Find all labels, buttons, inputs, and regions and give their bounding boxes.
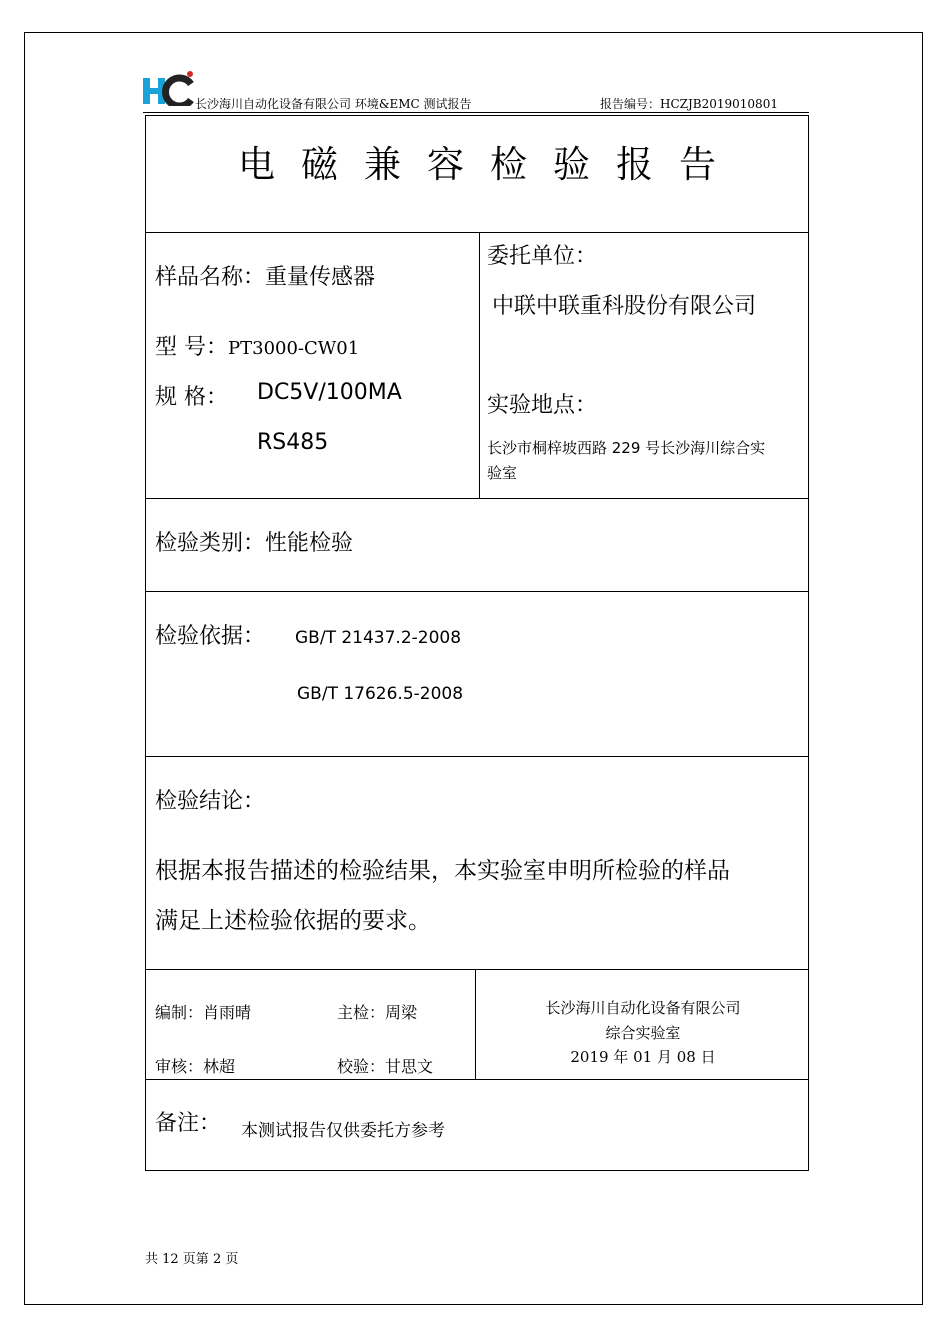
row-divider <box>146 1079 808 1080</box>
compiled-by: 编制：肖雨晴 <box>155 1003 252 1022</box>
site-value-line2: 验室 <box>487 464 518 482</box>
client-value: 中联中联重科股份有限公司 <box>492 294 757 319</box>
column-divider <box>479 232 480 498</box>
model-value: PT3000-CW01 <box>228 338 360 359</box>
conclusion-label: 检验结论： <box>155 789 266 814</box>
header-divider <box>143 112 809 113</box>
spec-label: 规 格： <box>155 385 228 410</box>
basis-item: GB/T 17626.5-2008 <box>297 684 464 704</box>
chief-inspector: 主检：周梁 <box>337 1003 418 1022</box>
conclusion-line1: 根据本报告描述的检验结果，本实验室申明所检验的样品 <box>155 858 730 884</box>
reviewed-by: 审核：林超 <box>155 1057 236 1076</box>
basis-item: GB/T 21437.2-2008 <box>295 628 462 648</box>
spec-value-1: DC5V/100MA <box>257 380 402 405</box>
model-label: 型 号： <box>155 335 228 360</box>
row-divider <box>146 232 808 233</box>
verified-by: 校验：甘思文 <box>337 1057 434 1076</box>
header-company: 长沙海川自动化设备有限公司 环境&EMC 测试报告 <box>195 97 472 111</box>
category-label: 检验类别： <box>155 531 266 556</box>
sample-model <box>155 330 359 361</box>
row-divider <box>146 498 808 499</box>
org-line2: 综合实验室 <box>605 1024 681 1042</box>
sample-name-label: 样品名称： <box>155 265 266 290</box>
report-date: 2019 年 01 月 08 日 <box>570 1048 716 1066</box>
company-logo <box>143 70 195 106</box>
page-footer: 共 12 页第 2 页 <box>145 1252 239 1267</box>
category-value: 性能检验 <box>265 531 354 556</box>
report-table <box>145 115 809 1171</box>
site-value-line1: 长沙市桐梓坡西路 229 号长沙海川综合实 <box>487 439 766 457</box>
client-label: 委托单位： <box>487 244 598 269</box>
sample-name-value: 重量传感器 <box>265 265 376 290</box>
row-divider <box>146 756 808 757</box>
row-divider <box>146 969 808 970</box>
column-divider <box>475 969 476 1079</box>
row-divider <box>146 591 808 592</box>
category <box>155 526 353 557</box>
conclusion-line2: 满足上述检验依据的要求。 <box>155 908 431 934</box>
header-report-number: 报告编号：HCZJB2019010801 <box>600 97 778 111</box>
remarks-label: 备注： <box>155 1111 222 1136</box>
sample-name <box>155 260 375 291</box>
report-title: 电磁兼容检验报告 <box>238 143 742 186</box>
site-label: 实验地点： <box>487 393 598 418</box>
remarks-value: 本测试报告仅供委托方参考 <box>241 1121 445 1141</box>
spec-value-2: RS485 <box>257 430 329 455</box>
basis-label: 检验依据： <box>155 624 266 649</box>
org-line1: 长沙海川自动化设备有限公司 <box>545 999 741 1017</box>
